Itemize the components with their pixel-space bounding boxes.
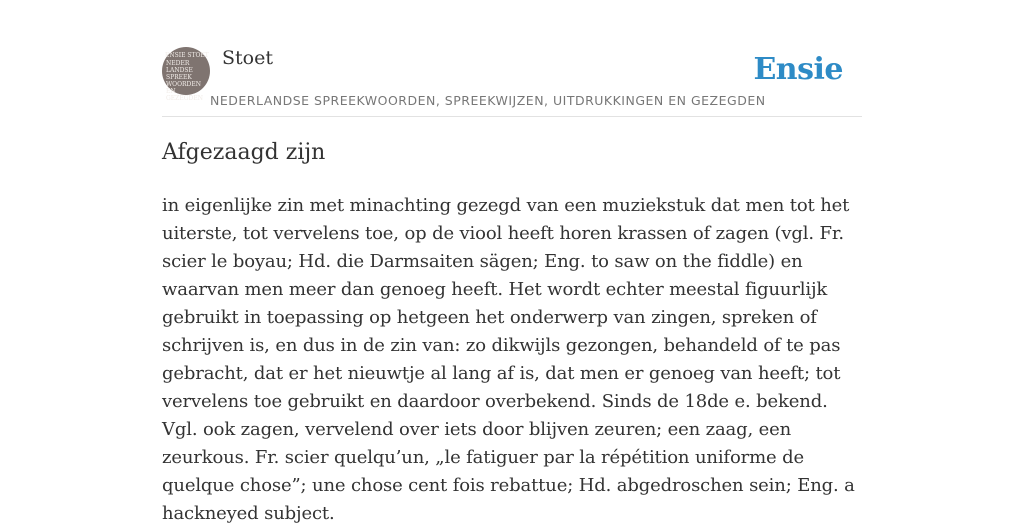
source-author-link[interactable]: Stoet [222, 47, 273, 69]
logo-lines-text: NEDER LANDSE SPREEK WOORDEN EN GEZEGDEN [166, 60, 203, 102]
source-logo[interactable] [162, 47, 210, 102]
logo-top-text: ENSIE STOET [165, 52, 209, 59]
entry-definition: in eigenlijke zin met minachting gezegd van een muziekstuk dat men tot het uiterste, tot vervelens toe, op de viool heeft horen krassen of zagen (vgl. Fr. scier le boyau; Hd. die Darmsaiten sägen; Eng. to saw on the fiddle) en waarvan men meer dan genoeg heeft. Het wordt echter meestal figuurlijk gebruikt in toepassing op hetgeen het onderwerp van zingen, spreken of schrijven is, en dus in de zin van: zo dikwijls gezongen, behandeld of te pas gebracht, dat er het nieuwtje al lang af is, dat men er genoeg van heeft; tot vervelens toe gebruikt en daardoor overbekend. Sinds de 18de e. bekend. Vgl. ook zagen, vervelend over iets door blijven zeuren; een zaag, een zeurkous. Fr. scier quelqu’un, „le fatiguer par la répétition uniforme de quelque chose”; une chose cent fois rebattue; Hd. abgedroschen sein; Eng. a hackneyed subject. [162, 195, 855, 524]
entry-title: Afgezaagd zijn [162, 140, 326, 165]
page-header [162, 44, 862, 117]
source-subtitle: NEDERLANDSE SPREEKWOORDEN, SPREEKWIJZEN, UITDRUKKINGEN EN GEZEGDEN [210, 93, 766, 108]
ensie-brand-logo[interactable]: Ensie [753, 52, 843, 87]
